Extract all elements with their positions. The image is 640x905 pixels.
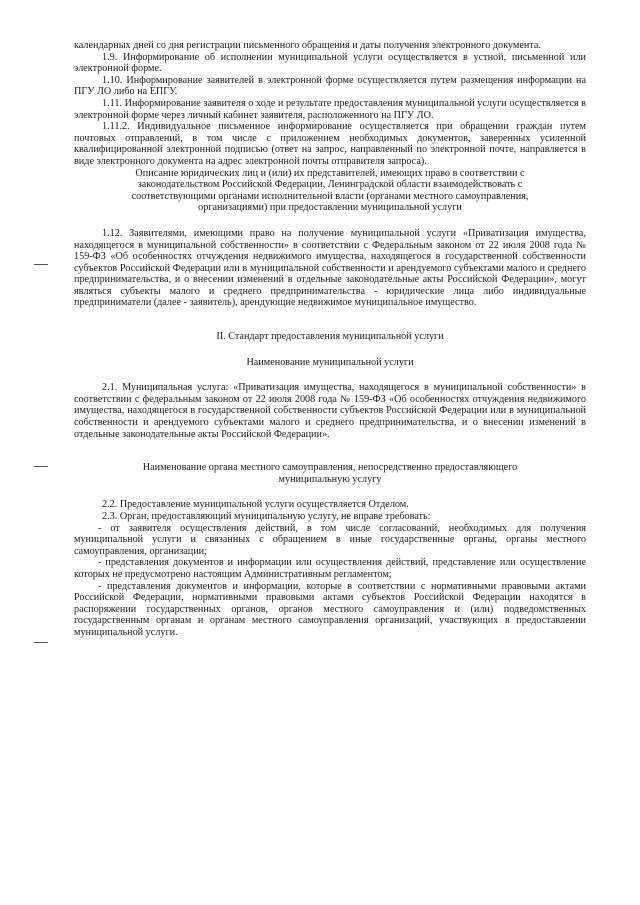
paragraph-2-2: 2.2. Предоставление муниципальной услуги осуществляется Отделом. [102, 499, 409, 511]
paragraph-1-12: 1.12. Заявителями, имеющими право на получение муниципальной услуги «Приватизация имущества, находящегося в муниципальной собственности» в соответствии с Федеральным законом от 22 июля 2008 года № 159-ФЗ «Об особенностях отчуждения недвижимого имущества, находящегося в государственной собственности субъектов Российской Федерации или в муниципальной собственности и арендуемого субъектами малого и среднего предпринимательства, и о внесении изменений в отдельные законодательные акты Российской Федерации», могут являться субъекты малого и среднего предпринимательства - юридические лица либо индивидуальные предприниматели (далее - заявитель), арендующие недвижимое муниципальное имущество. [74, 227, 586, 309]
document-page [74, 40, 586, 639]
heading-applicants: Описание юридических лиц и (или) их представителей, имеющих право в соответствии с законодательством Российской Федерации, Ленинградской области взаимодействовать с соответствующими органами исполнительной власти (органами местного самоуправления, организациями) при предоставлении муниципальной услуги [131, 167, 529, 214]
heading-service-name: Наименование муниципальной услуги [246, 356, 414, 368]
margin-mark [34, 264, 48, 265]
paragraph-1-10: 1.10. Информирование заявителей в электронной форме осуществляется путем размещения информации на ПГУ ЛО либо на ЕПГУ. [74, 74, 586, 98]
margin-mark [34, 642, 48, 643]
paragraph-1-9: 1.9. Информирование об исполнении муниципальной услуги осуществляется в устной, письменной или электронной форме. [74, 51, 586, 75]
heading-section-2: II. Стандарт предоставления муниципальной услуги [216, 331, 444, 343]
heading-authority: Наименование органа местного самоуправления, непосредственно предоставляющего муниципальную услугу [142, 462, 518, 485]
paragraph-2-3-a: - от заявителя осуществления действий, в том числе согласований, необходимых для получения муниципальной услуги и связанных с обращением в иные государственные органы, органы местного самоуправления, организации; [74, 522, 586, 557]
paragraph-2-3: 2.3. Орган, предоставляющий муниципальную услугу, не вправе требовать: [102, 511, 431, 522]
paragraph-2-3-b: - представления документов и информации или осуществления действий, представление или осуществление которых не предусмотрено настоящим Административным регламентом; [74, 557, 586, 580]
paragraph-2-3-c: - представления документов и информации, которые в соответствии с нормативными правовыми актами Российской Федерации, нормативными правовыми актами субъектов Российской Федерации находятся в распоряжении государственных органов, органов местного самоуправления и (или) подведомственных государственным органам и органам местного самоуправления организаций, участвующих в предоставлении муниципальной услуги. [74, 580, 586, 638]
paragraph-1-11: 1.11. Информирование заявителя о ходе и результате предоставления муниципальной услуги осуществляется в электронной форме через личный кабинет заявителя, расположенного на ПГУ ЛО. [74, 97, 586, 121]
paragraph-1-11-2: 1.11.2. Индивидуальное письменное информирование осуществляется при обращении граждан путем почтовых отправлений, в том числе с приложением необходимых документов, заверенных усиленной квалифицированной электронной подписью (ответ на запрос, направленный по электронной почте, направляется в виде электронного документа на адрес электронной почты отправителя запроса). [74, 121, 586, 167]
paragraph-2-1: 2.1. Муниципальная услуга: «Приватизация имущества, находящегося в муниципальной собственности» в соответствии с федеральным законом от 22 июля 2008 года № 159-ФЗ «Об особенностях отчуждения недвижимого имущества, находящегося в государственной собственности субъектов Российской Федерации или в муниципальной собственности и арендуемого субъектами малого и среднего предпринимательства, и о внесении изменений в отдельные законодательные акты Российской Федерации». [74, 382, 586, 440]
margin-mark [34, 466, 48, 467]
paragraph-continuation: календарных дней со дня регистрации письменного обращения и даты получения электронного документа. [74, 40, 541, 51]
